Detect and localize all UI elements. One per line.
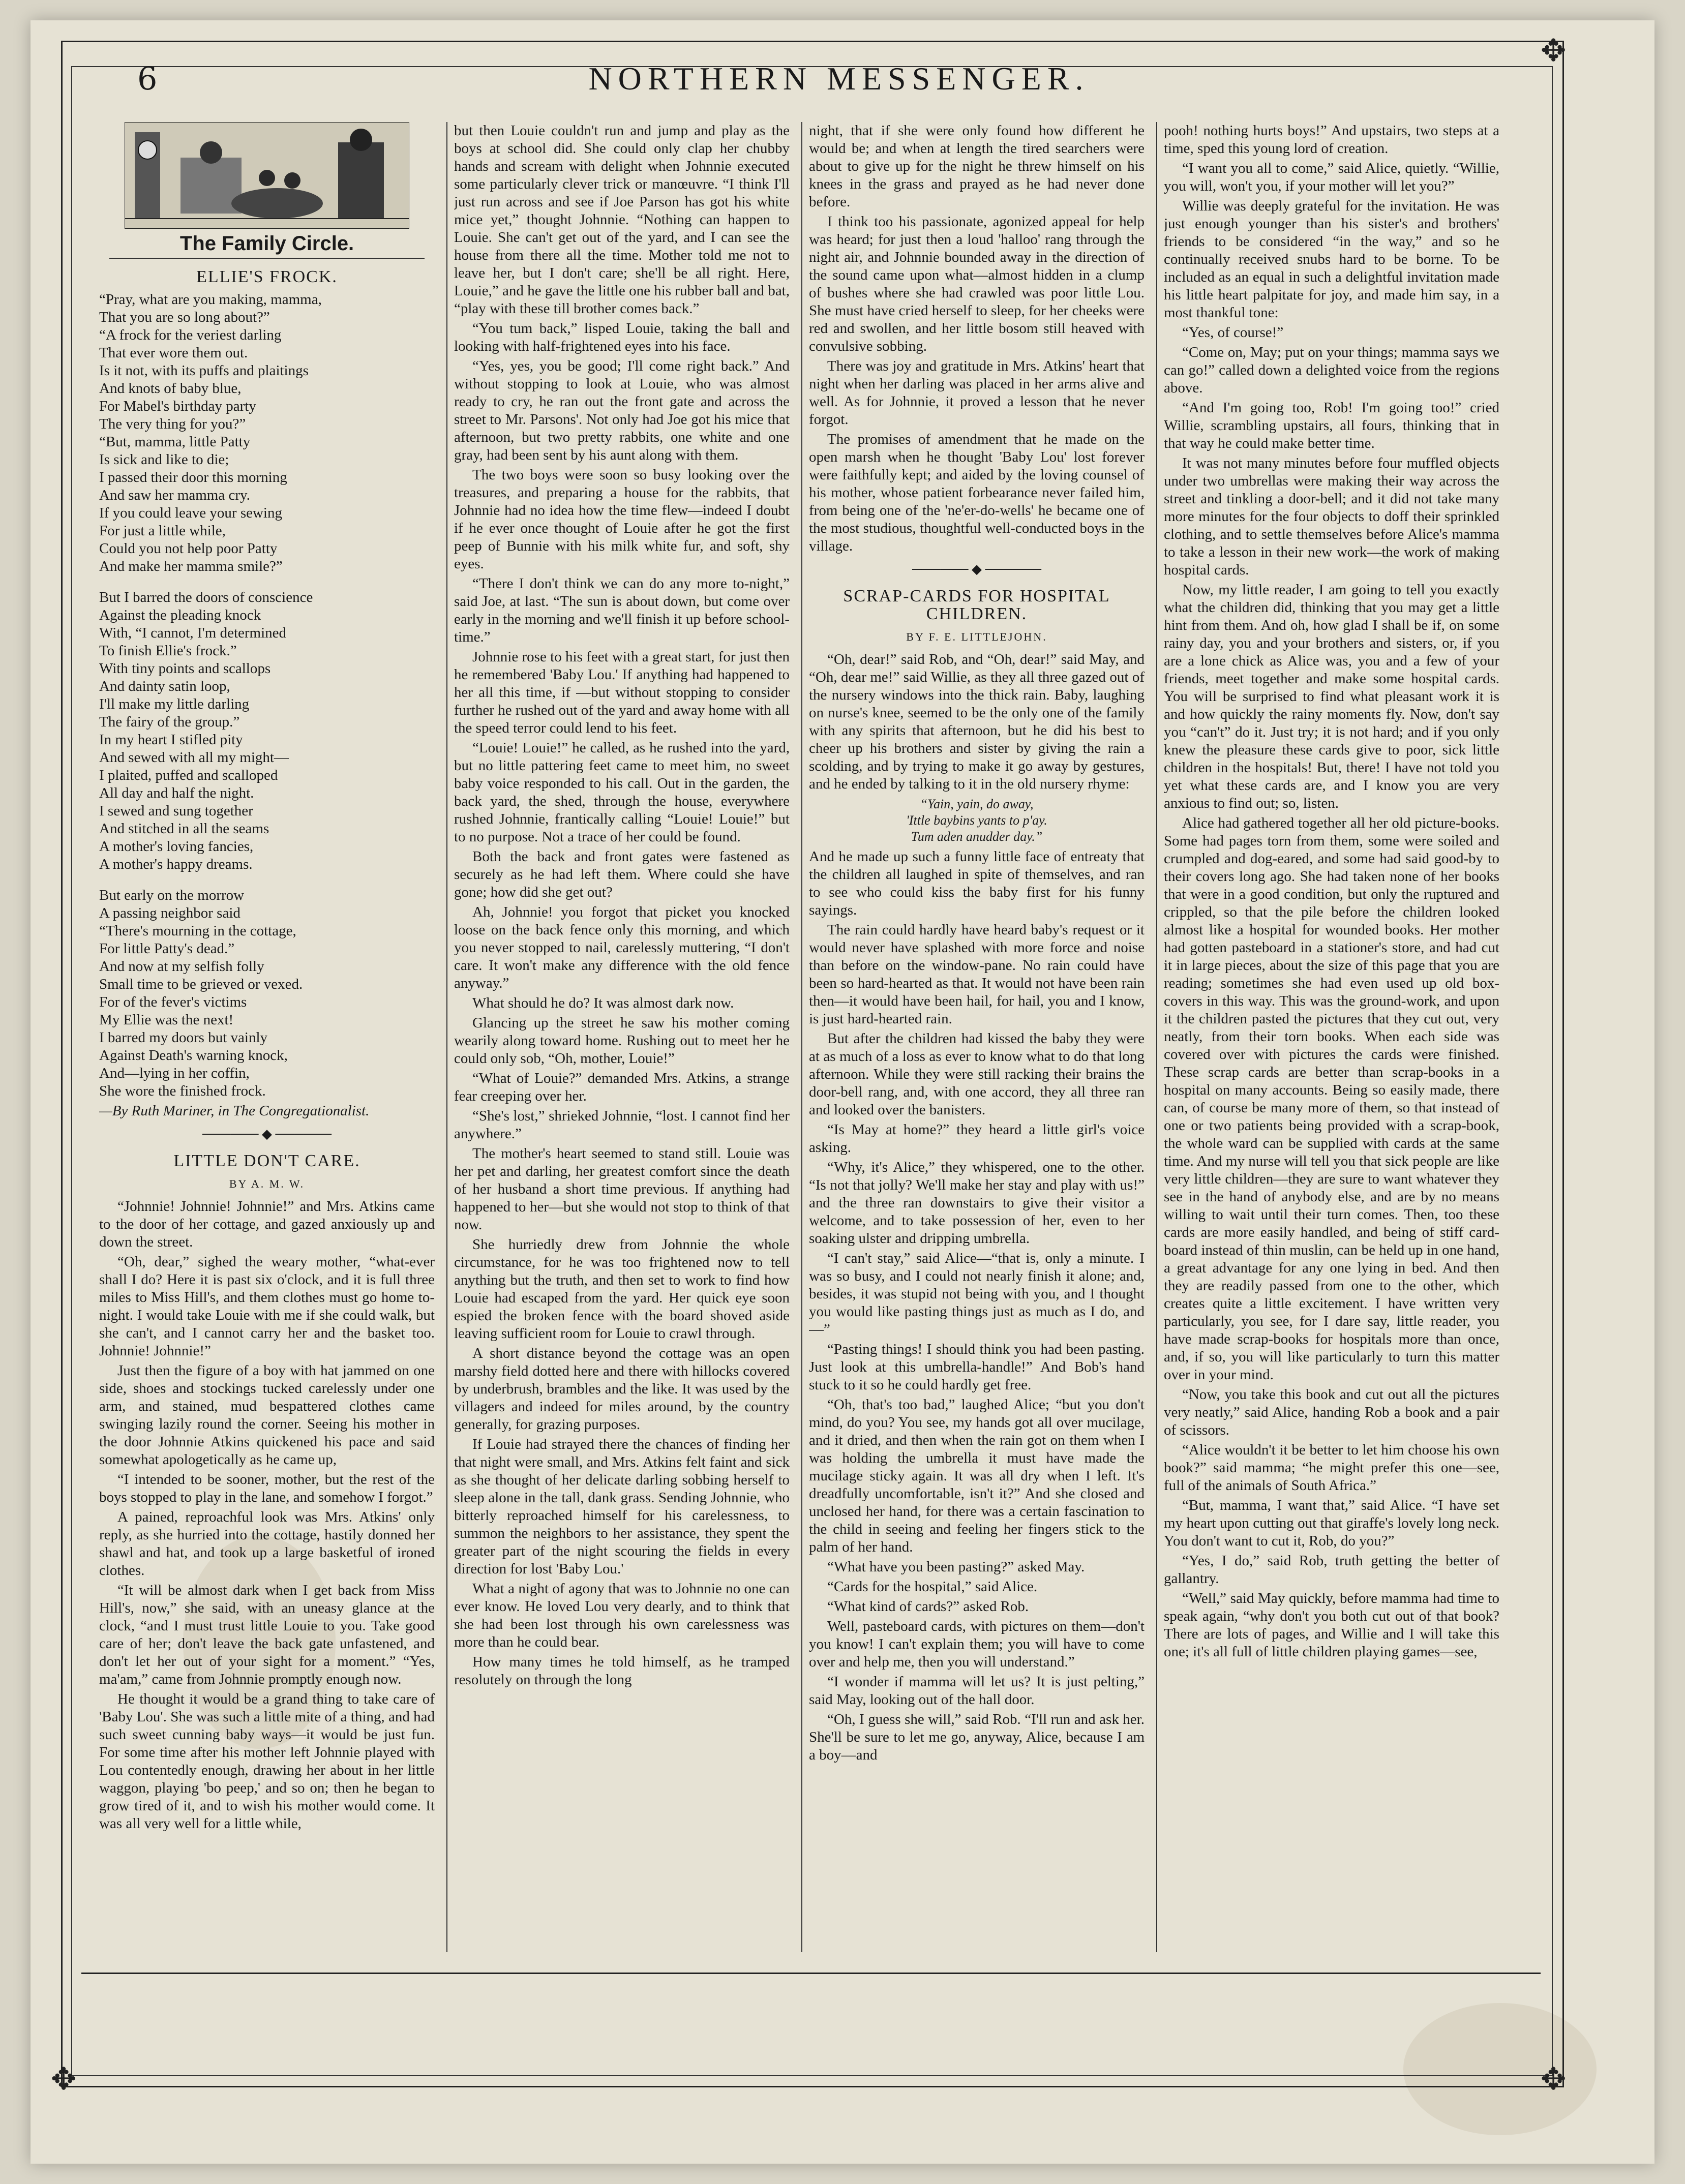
paragraph: “I can't stay,” said Alice—“that is, only a minute. I was so busy, and I could not nearly finish it alone; and, besides, it was stupid not being with you, and I thought you would like pasting things just as much as I do, and—” — [809, 1250, 1145, 1338]
paragraph: Well, pasteboard cards, with pictures on them—don't you know! I can't explain them; you will have to come over and help me, then you will understand.” — [809, 1618, 1145, 1670]
paragraph: Glancing up the street he saw his mother coming wearily along toward home. Rushing out to meet her he could only sob, “Oh, mother, Louie!” — [454, 1015, 790, 1067]
story-byline: BY F. E. LITTLEJOHN. — [906, 630, 1047, 643]
paragraph: “Why, it's Alice,” they whispered, one to the other. “Is not that jolly? We'll make her stay and play with us!” and the three ran downstairs to give their visitor a welcome, and to take possession of her, even to her soaking ulster and dripping umbrella. — [809, 1159, 1145, 1247]
poem-stanza: But I barred the doors of conscience Against the pleading knock With, “I cannot, I'm determined To finish Ellie's frock.” With tiny points and scallops And dainty satin loop, I'll make my little darling The fairy of the group.” In my heart I stifled pity And sewed with all my might— I plaited, puffed and scalloped All day and half the night. I sewed and sung together And stitched in all the seams A mother's loving fancies, A mother's happy dreams. — [99, 589, 313, 872]
paragraph: Both the back and front gates were fastened as securely as he had left them. Where could she have gone; how did she get out? — [454, 848, 790, 900]
column-3 — [809, 122, 1145, 1952]
paragraph: The two boys were soon so busy looking over the treasures, and preparing a house for the rabbits, that Johnnie had no idea how the time flew—indeed I doubt if he ever once thought of Louie after he got the first peep of Bunnie with his milk white fur, and soft, shy eyes. — [454, 467, 790, 572]
paragraph: “Yes, yes, you be good; I'll come right back.” And without stopping to look at Louie, who was almost ready to cry, he ran out the front gate and across the street to Mr. Parsons'. Not only had Joe got his mice that afternoon, but two pretty rabbits, one white and one gray, had been sent by his aunt along with them. — [454, 358, 790, 463]
story-title: SCRAP-CARDS FOR HOSPITAL CHILDREN. — [843, 587, 1110, 623]
paragraph: “Come on, May; put on your things; mamma says we can go!” called down a delighted voice from the regions above. — [1164, 344, 1499, 396]
paragraph: “Is May at home?” they heard a little girl's voice asking. — [809, 1121, 1145, 1156]
paragraph: “Pasting things! I should think you had been pasting. Just look at this umbrella-handle!” And Bob's hand stuck to it so he could hardly get free. — [809, 1341, 1145, 1393]
paragraph: “But, mamma, I want that,” said Alice. “I have set my heart upon cutting out that giraffe's lovely long neck. You don't want to cut it, Rob, do you?” — [1164, 1497, 1499, 1549]
paragraph: I think too his passionate, agonized appeal for help was heard; for just then a loud 'halloo' rang through the night air, and Johnnie bounded away in the direction of the sound came upon what—almost hidden in a clump of bushes where she had crawled was poor little Lou. She must have cried herself to sleep, for her cheeks were red and swollen, and her little bosom still heaved with convulsive sobbing. — [809, 214, 1145, 354]
paragraph: “There I don't think we can do any more to-night,” said Joe, at last. “The sun is about down, but come over early in the morning and we'll finish it up before school-time.” — [454, 575, 790, 645]
paragraph: “Oh, dear,” sighed the weary mother, “what-ever shall I do? Here it is past six o'clock, and it is full three miles to Miss Hill's, and them clothes must go home to-night. I would take Louie with me if she could walk, but she can't, and I cannot carry her and the basket too. Johnnie! Johnnie!” — [99, 1254, 435, 1359]
poem-stanza: “Pray, what are you making, mamma, That you are so long about?” “A frock for the veriest darling That ever wore them out. Is it not, with its puffs and plaitings And knots of baby blue, For Mabel's birthday party The very thing for you?” “But, mamma, little Patty Is sick and like to die; I passed their door this morning And saw her mamma cry. If you could leave your sewing For just a little while, Could you not help poor Patty And make her mamma smile?” — [99, 291, 322, 574]
poem-stanza: But early on the morrow A passing neighbor said “There's mourning in the cottage, For little Patty's dead.” And now at my selfish folly Small time to be grieved or vexed. For of the fever's victims My Ellie was the next! I barred my doors but vainly Against Death's warning knock, And—lying in her coffin, She wore the finished frock. — [99, 887, 303, 1099]
paragraph: Just then the figure of a boy with hat jammed on one side, shoes and stockings tucked carelessly under one arm, and stained, mud bespattered clothes came swinging lazily round the corner. Seeing his mother in the door Johnnie Atkins quickened his pace and said somewhat apologetically as he came up, — [99, 1362, 435, 1468]
corner-ornament-icon: ✥ — [1541, 33, 1567, 69]
column-rule — [1156, 122, 1157, 1952]
paragraph: “Alice wouldn't it be better to let him choose his own book?” said mamma; “he might prefer this one—see, full of the animals of South Africa.” — [1164, 1442, 1499, 1494]
corner-ornament-icon: ✥ — [51, 2061, 77, 2097]
masthead: NORTHERN MESSENGER. — [588, 60, 1090, 97]
paragraph: “Oh, dear!” said Rob, and “Oh, dear!” said May, and “Oh, dear me!” said Willie, as they all three gazed out of the nursery windows into the thick rain. Baby, laughing on nurse's knee, seemed to be the only one of the family with any spirits that afternoon, but he did his best to cheer up his brothers and sister by giving the rain a scolding, and by trying to make it go away by gestures, and he ended by talking to it in the old nursery rhyme: — [809, 651, 1145, 792]
divider-ornament-icon: ────── ◆ ────── — [202, 1127, 332, 1141]
story-body-continued — [809, 122, 1145, 555]
paragraph: “I want you all to come,” said Alice, quietly. “Willie, you will, won't you, if your mother will let you?” — [1164, 160, 1499, 194]
story-body — [809, 651, 1145, 1764]
paragraph: “Yes, of course!” — [1182, 324, 1284, 341]
story-body-continued — [454, 122, 790, 1689]
paragraph: “What kind of cards?” asked Rob. — [827, 1598, 1029, 1615]
story-body — [99, 1198, 435, 1833]
paragraph: “It will be almost dark when I get back from Miss Hill's, now,” she said, with an uneasy glance at the clock, “and I must trust little Louie to you. Take good care of her; don't leave the back gate unfastened, and don't let her out of your sight for a moment.” “Yes, ma'am,” came from Johnnie promptly enough now. — [99, 1582, 435, 1687]
paragraph: “She's lost,” shrieked Johnnie, “lost. I cannot find her anywhere.” — [454, 1108, 790, 1142]
poem-attribution: —By Ruth Mariner, in The Congregationalist. — [99, 1103, 370, 1119]
divider — [109, 258, 425, 259]
paragraph: Willie was deeply grateful for the invitation. He was just enough younger than his sister's and brothers' friends to be considered “in the way,” and so he continually received snubs hard to be borne. To be included as an equal in such a delightful invitation made his little heart palpitate for joy, and made him say, in a most thankful tone: — [1164, 198, 1499, 321]
divider-ornament-icon: ────── ◆ ────── — [912, 562, 1042, 577]
story-byline: BY A. M. W. — [229, 1177, 305, 1190]
column-rule — [801, 122, 802, 1952]
paragraph: Now, my little reader, I am going to tell you exactly what the children did, thinking that you may get a little hint from them. And oh, how glad I shall be if, on some rainy day, you and your brothers and sisters, or, if you are a lone chick as Alice was, you and a few of your friends, meet together and make some hospital cards. You will be surprised to find what pleasant work it is and how quickly the rainy moments fly. Now, don't say you “can't” do it. Just try; it is not hard; and if you only knew the pleasure these cards give to poor, sick little children in the hospitals! But, there! I have not told you yet what these cards are, and I know you are very anxious to find out; so, listen. — [1164, 582, 1499, 811]
paragraph: “I intended to be sooner, mother, but the rest of the boys stopped to play in the lane, and somehow I forgot.” — [99, 1471, 435, 1505]
paragraph: “Now, you take this book and cut out all the pictures very neatly,” said Alice, handing Rob a book and a pair of scissors. — [1164, 1386, 1499, 1438]
nursery-rhyme: “Yain, yain, do away, 'Ittle baybins yants to p'ay. Tum aden anudder day.” — [906, 797, 1047, 844]
story-title: LITTLE DON'T CARE. — [173, 1151, 360, 1170]
section-banner: The Family Circle. — [179, 232, 354, 255]
paragraph: “Louie! Louie!” he called, as he rushed into the yard, but no little pattering feet came to meet him, no sweet baby voice responded to his call. Out in the garden, the back yard, the shed, through the house, everywhere rushed Johnnie, frantically calling “Louie! Louie!” but to no purpose. Not a trace of her could be found. — [454, 740, 790, 845]
paragraph: How many times he told himself, as he tramped resolutely on through the long — [454, 1654, 790, 1688]
paragraph: Ah, Johnnie! you forgot that picket you knocked loose on the back fence only this morning, and which you never stopped to nail, carelessly muttering, “I don't care. It won't make any difference with the old fence anyway.” — [454, 904, 790, 991]
paragraph: Johnnie rose to his feet with a great start, for just then he remembered 'Baby Lou.' If anything had happened to her all this time, if —but without stopping to consider further he rushed out of the yard and away home with all the speed terror could lend to his feet. — [454, 649, 790, 736]
poem-body — [99, 291, 435, 1100]
paragraph: “Johnnie! Johnnie! Johnnie!” and Mrs. Atkins came to the door of her cottage, and gazed anxiously up and down the street. — [99, 1198, 435, 1250]
paragraph: What should he do? It was almost dark now. — [472, 995, 734, 1011]
paragraph: pooh! nothing hurts boys!” And upstairs, two steps at a time, sped this young lord of creation. — [1164, 123, 1499, 157]
paragraph: “And I'm going too, Rob! I'm going too!” cried Willie, scrambling upstairs, all fours, thinking that in that way he could make better time. — [1164, 400, 1499, 451]
paragraph: “I wonder if mamma will let us? It is just pelting,” said May, looking out of the hall door. — [809, 1674, 1145, 1708]
column-rule — [446, 122, 447, 1952]
paragraph: “You tum back,” lisped Louie, taking the ball and looking with half-frightened eyes into his face. — [454, 320, 790, 354]
paragraph: “Oh, that's too bad,” laughed Alice; “but you don't mind, do you? You see, my hands got all over mucilage, and it dried, and then when the rain got on them when I was holding the umbrella it must have made the mucilage sticky again. It was all dry when I left. It's dreadfully uncomfortable, isn't it?” And she closed and unclosed her hand, for there was a certain fascination to the child in seeing and feeling her fingers stick to the palm of her hand. — [809, 1397, 1145, 1555]
paragraph: “Well,” said May quickly, before mamma had time to speak again, “why don't you both cut out of that book? There are lots of pages, and Willie and I will take this one; it's all full of little children playing games—see, — [1164, 1590, 1499, 1660]
paragraph: The mother's heart seemed to stand still. Louie was her pet and darling, her greatest comfort since the death of her husband a short time previous. If anything had happened to her—but she would not stop to think of that now. — [454, 1145, 790, 1233]
paragraph: “Yes, I do,” said Rob, truth getting the better of gallantry. — [1164, 1553, 1499, 1587]
column-1 — [99, 122, 435, 1952]
paragraph: “Cards for the hospital,” said Alice. — [827, 1579, 1038, 1595]
paragraph: But after the children had kissed the baby they were at as much of a loss as ever to know what to do that long afternoon. While they were still racking their brains the door-bell rang, and, with one accord, they all three ran and looked over the banisters. — [809, 1030, 1145, 1118]
page-number: 6 — [137, 60, 158, 97]
paragraph: night, that if she were only found how different he would be; and when at length the tired searchers were about to give up for the night he threw himself on his knees in the grass and prayed as he had never done before. — [809, 123, 1145, 210]
corner-ornament-icon: ✥ — [1541, 2061, 1567, 2097]
paragraph: There was joy and gratitude in Mrs. Atkins' heart that night when her darling was placed in her arms alive and well. As for Johnnie, it proved a lesson that he never forgot. — [809, 358, 1145, 428]
paragraph: She hurriedly drew from Johnnie the whole circumstance, for he was too frightened now to tell anything but the truth, and then set to work to find how Louie had escaped from the yard. Her quick eye soon espied the broken fence with the board shoved aside leaving sufficient room for Louie to crawl through. — [454, 1236, 790, 1342]
paragraph: If Louie had strayed there the chances of finding her that night were small, and Mrs. Atkins felt faint and sick as she thought of her delicate darling sobbing herself to sleep alone in the tall, dank grass. Sending Johnnie, who bitterly reproached himself for his carelessness, to summon the neighbors to her assistance, they spent the greater part of the night scouring the fields in every direction for lost 'Baby Lou.' — [454, 1436, 790, 1577]
column-2 — [454, 122, 790, 1952]
paragraph: A pained, reproachful look was Mrs. Atkins' only reply, as she hurried into the cottage, hastily donned her shawl and hat, and took up a large basketful of ironed clothes. — [99, 1509, 435, 1579]
paragraph: “What of Louie?” demanded Mrs. Atkins, a strange fear creeping over her. — [454, 1070, 790, 1104]
paragraph: And he made up such a funny little face of entreaty that the children all laughed in spite of themselves, and ran to see who could kiss the baby first for his funny sayings. — [809, 848, 1145, 918]
paragraph: but then Louie couldn't run and jump and play as the boys at school did. She could only clap her chubby hands and scream with delight when Johnnie executed some particularly clever trick or manœuvre. “I think I'll just run across and see if Joe Parson has got his white mice yet,” thought Johnnie. “Nothing can happen to Louie. She can't get out of the yard, and I can see the house from there all the time. Mother told me not to leave her, but I don't care; she'll be all right. Here, Louie,” and he gave the little one his rubber ball and bat, “play with these till brother comes back.” — [454, 123, 790, 317]
family-circle-illustration — [125, 122, 409, 229]
paragraph: “Oh, I guess she will,” said Rob. “I'll run and ask her. She'll be sure to let me go, anyway, Alice, because I am a boy—and — [809, 1711, 1145, 1763]
paragraph: “What have you been pasting?” asked May. — [827, 1559, 1085, 1575]
paragraph: A short distance beyond the cottage was an open marshy field dotted here and there with hillocks covered by underbrush, brambles and the like. It was used by the villagers and indeed for miles around, by the country generally, for grazing purposes. — [454, 1345, 790, 1433]
paragraph: The rain could hardly have heard baby's request or it would never have splashed with more force and noise than before on the window-pane. No rain could have been so hard-hearted as that. It would not have been rain then—it would have been hail, for hail, you and I know, is just hard-hearted rain. — [809, 922, 1145, 1027]
paragraph: He thought it would be a grand thing to take care of 'Baby Lou'. She was such a little mite of a thing, and had such sweet cunning baby ways—it would be just fun. For some time after his mother left Johnnie played with Lou contentedly enough, drawing her about in her little waggon, playing 'bo peep,' and so on; then he began to grow tired of it, and to wish his mother would come. It was all very well for a little while, — [99, 1691, 435, 1832]
bottom-rule — [81, 1973, 1541, 1974]
paragraph: The promises of amendment that he made on the open marsh when he thought 'Baby Lou' lost forever were faithfully kept; and aided by the loving counsel of his mother, whose patient forbearance never failed him, from being one of the 'ne'er-do-wells' he became one of the most studious, thoughtful well-conducted boys in the village. — [809, 431, 1145, 554]
story-body-continued — [1164, 122, 1499, 1661]
column-4 — [1164, 122, 1499, 1952]
paragraph: What a night of agony that was to Johnnie no one can ever know. He loved Lou very dearly, and to think that she had been lost through his own carelessness was more than he could bear. — [454, 1581, 790, 1650]
paragraph: Alice had gathered together all her old picture-books. Some had pages torn from them, some were soiled and crumpled and dog-eared, and some had said good-by to their covers long ago. She had taken none of her books that were in a good condition, but only the ruptured and crippled, so that the pile before the children looked almost like a hospital for wounded books. Her mother had gotten pasteboard in a stationer's store, and had cut it in large pieces, about the size of this page that you are reading; sometimes she had even used up old box-covers in this way. This was the ground-work, and upon it the children pasted the pictures that they cut out, very neatly, from their torn books. When each side was covered over with pictures the cards were finished. These scrap cards are better than scrap-books in a hospital on many accounts. Being so easily made, there can, of course be many more of them, so that instead of one or two patients being provided with a scrap-book, the whole ward can be supplied with cards at the same time. And my nurse will tell you that sick people are like very little children—they are sure to want whatever they see in the hand of anybody else, and are by no means willing to wait until their turn comes. Then, too these cards are more easily handled, and being of stiff card-board instead of thin muslin, can be held up in one hand, a great advantage for any one lying in bed. And then they are readily passed from one to the other, which creates quite a little excitement. I have written very particularly, you see, for I dare say, little reader, you have made scrap-books for hospitals more than once, and, if so, you will like particularly to turn this matter over in your mind. — [1164, 815, 1499, 1383]
paragraph: It was not many minutes before four muffled objects under two umbrellas were making their way across the street and tinkling a door-bell; and it did not take many more minutes for the four objects to doff their sprinkled clothing, and to settle themselves before Alice's mamma to take a lesson in their new work—the work of making hospital cards. — [1164, 455, 1499, 578]
poem-title: ELLIE'S FROCK. — [196, 267, 338, 286]
